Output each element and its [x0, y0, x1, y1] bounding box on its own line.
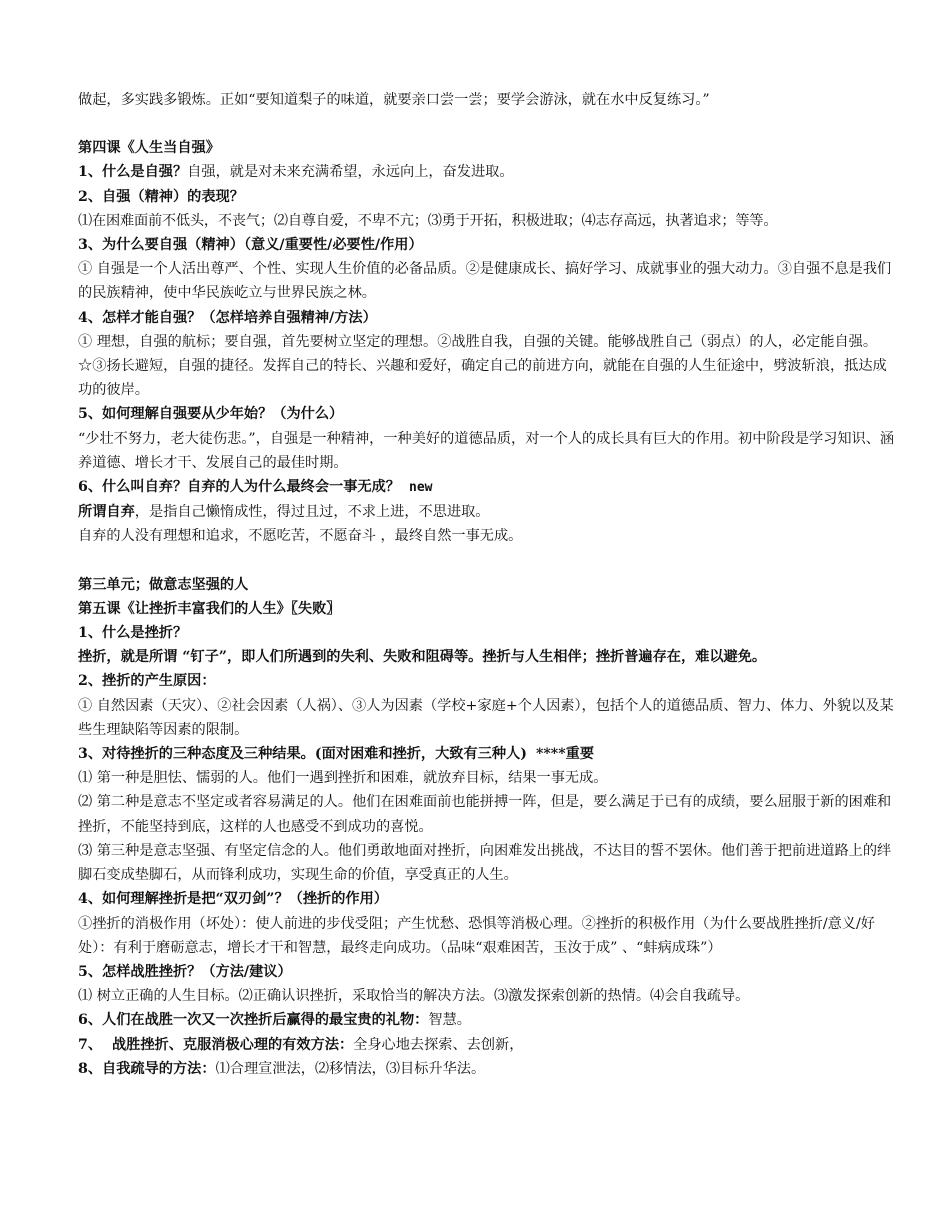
- unit3-title: 第三单元；做意志坚强的人: [78, 576, 249, 593]
- question-label: 8、自我疏导的方法：: [78, 1060, 216, 1077]
- lesson5-q5-label: 5、怎样战胜挫折？（方法/建议）: [78, 963, 292, 980]
- lesson5-title: 第五课《让挫折丰富我们的人生》〖失败〗: [78, 600, 341, 617]
- answer-text: 智慧。: [428, 1012, 471, 1029]
- question-label: 7、 战胜挫折、克服消极心理的有效方法：: [78, 1036, 354, 1053]
- intro-paragraph: 做起，多实践多锻炼。正如“要知道梨子的味道，就要亲口尝一尝；要学会游泳，就在水中反复练习。”: [78, 92, 710, 108]
- lesson5-q2-label: 2、挫折的产生原因：: [78, 673, 216, 690]
- lesson5-q8: [78, 1057, 898, 1081]
- lesson4-q2-label: 2、自强（精神）的表现？: [78, 188, 244, 205]
- lesson4-q2-text: ⑴在困难面前不低头，不丧气；⑵自尊自爱，不卑不亢；⑶勇于开拓，积极进取；⑷志存高远，执著追求；等等。: [78, 212, 778, 229]
- lesson4-title: 第四课《人生当自强》: [78, 140, 220, 157]
- question-label: 3、对待挫折的三种态度及三种结果。(面对困难和挫折，大致有三种人): [78, 746, 527, 763]
- lesson4-q5-label: 5、如何理解自强要从少年始？（为什么）: [78, 406, 344, 423]
- question-label: 6、什么叫自弃？自弃的人为什么最终会一事无成？: [78, 479, 400, 496]
- lesson5-q4-text: ①挫折的消极作用（坏处）：使人前进的步伐受阻；产生忧愁、恐惧等消极心理。②挫折的积极作用（为什么要战胜挫折/意义/好处）：有利于磨砺意志，增长才干和智慧，最终走向成功。（品味“艰难困苦，玉汝于成” 、“蚌病成珠”）: [78, 915, 875, 956]
- lesson5-q3-p2: ⑵ 第二种是意志不坚定或者容易满足的人。他们在困难面前也能拼搏一阵，但是，要么满足于已有的成绩，要么屈服于新的困难和挫折，不能坚持到底，这样的人也感受不到成功的喜悦。: [78, 794, 892, 835]
- lesson4-q6-text2: 自弃的人没有理想和追求，不愿吃苦，不愿奋斗 ，最终自然一事无成。: [78, 528, 523, 545]
- document-page: [78, 88, 898, 1081]
- question-label: 1、什么是自强？: [78, 164, 188, 181]
- answer-text: 自强，就是对未来充满希望，永远向上，奋发进取。: [187, 164, 514, 181]
- lesson5-q7: [78, 1033, 898, 1057]
- importance-mark: ****重要: [535, 746, 595, 763]
- lesson5-q6: [78, 1008, 898, 1032]
- lesson5-q1-label: 1、什么是挫折？: [78, 625, 188, 642]
- lesson4-q5-text: “少壮不努力，老大徒伤悲。”，自强是一种精神，一种美好的道德品质，对一个人的成长具有巨大的作用。初中阶段是学习知识、涵养道德、增长才干、发展自己的最佳时期。: [78, 430, 895, 471]
- lesson5-q1-text: 挫折，就是所谓 “钉子”，即人们所遇到的失利、失败和阻碍等。挫折与人生相伴；挫折普遍存在，难以避免。: [78, 649, 767, 666]
- lesson5-q3: [78, 742, 898, 766]
- lesson4-q4-label: 4、怎样才能自强？（怎样培养自强精神/方法）: [78, 309, 377, 326]
- lesson4-q6-text1: [78, 500, 898, 524]
- lesson4-q6: [78, 475, 898, 500]
- lesson4-q3-text: ① 自强是一个人活出尊严、个性、实现人生价值的必备品质。②是健康成长、搞好学习、成就事业的强大动力。③自强不息是我们的民族精神，使中华民族屹立与世界民族之林。: [78, 261, 892, 302]
- question-label: 6、人们在战胜一次又一次挫折后赢得的最宝贵的礼物：: [78, 1012, 429, 1029]
- new-badge: new: [409, 480, 433, 496]
- answer-text: 全身心地去探索、去创新，: [353, 1036, 524, 1053]
- lesson5-q5-text: ⑴ 树立正确的人生目标。⑵正确认识挫折，采取恰当的解决方法。⑶激发探索创新的热情。⑷会自我疏导。: [78, 988, 750, 1005]
- lesson5-q3-p1: ⑴ 第一种是胆怯、懦弱的人。他们一遇到挫折和困难，就放弃目标，结果一事无成。: [78, 770, 608, 787]
- lesson5-q2-text: ① 自然因素（天灾）、②社会因素（人祸）、③人为因素（学校+家庭+个人因素），包括个人的道德品质、智力、体力、外貌以及某些生理缺陷等因素的限制。: [78, 697, 894, 738]
- term-bold: 所谓自弃: [78, 504, 135, 521]
- answer-text: ⑴合理宣泄法，⑵移情法，⑶目标升华法。: [215, 1060, 486, 1077]
- lesson5-q4-label: 4、如何理解挫折是把“双刃剑”？（挫折的作用）: [78, 891, 388, 908]
- lesson4-q1: [78, 160, 898, 184]
- lesson5-q3-p3: ⑶ 第三种是意志坚强、有坚定信念的人。他们勇敢地面对挫折，向困难发出挑战，不达目的誓不罢休。他们善于把前进道路上的绊脚石变成垫脚石，从而锋利成功，实现生命的价值，享受真正的人生。: [78, 842, 892, 884]
- answer-text: ，是指自己懒惰成性，得过且过，不求上进，不思进取。: [134, 504, 490, 521]
- lesson4-q3-label: 3、为什么要自强（精神）（意义/重要性/必要性/作用）: [78, 237, 423, 254]
- lesson4-q4-text: ① 理想，自强的航标；要自强，首先要树立坚定的理想。②战胜自我，自强的关键。能够战胜自己（弱点）的人，必定能自强。☆③扬长避短，自强的捷径。发挥自己的特长、兴趣和爱好，确定自己的前进方向，就能在自强的人生征途中，劈波斩浪，抵达成功的彼岸。: [78, 333, 887, 399]
